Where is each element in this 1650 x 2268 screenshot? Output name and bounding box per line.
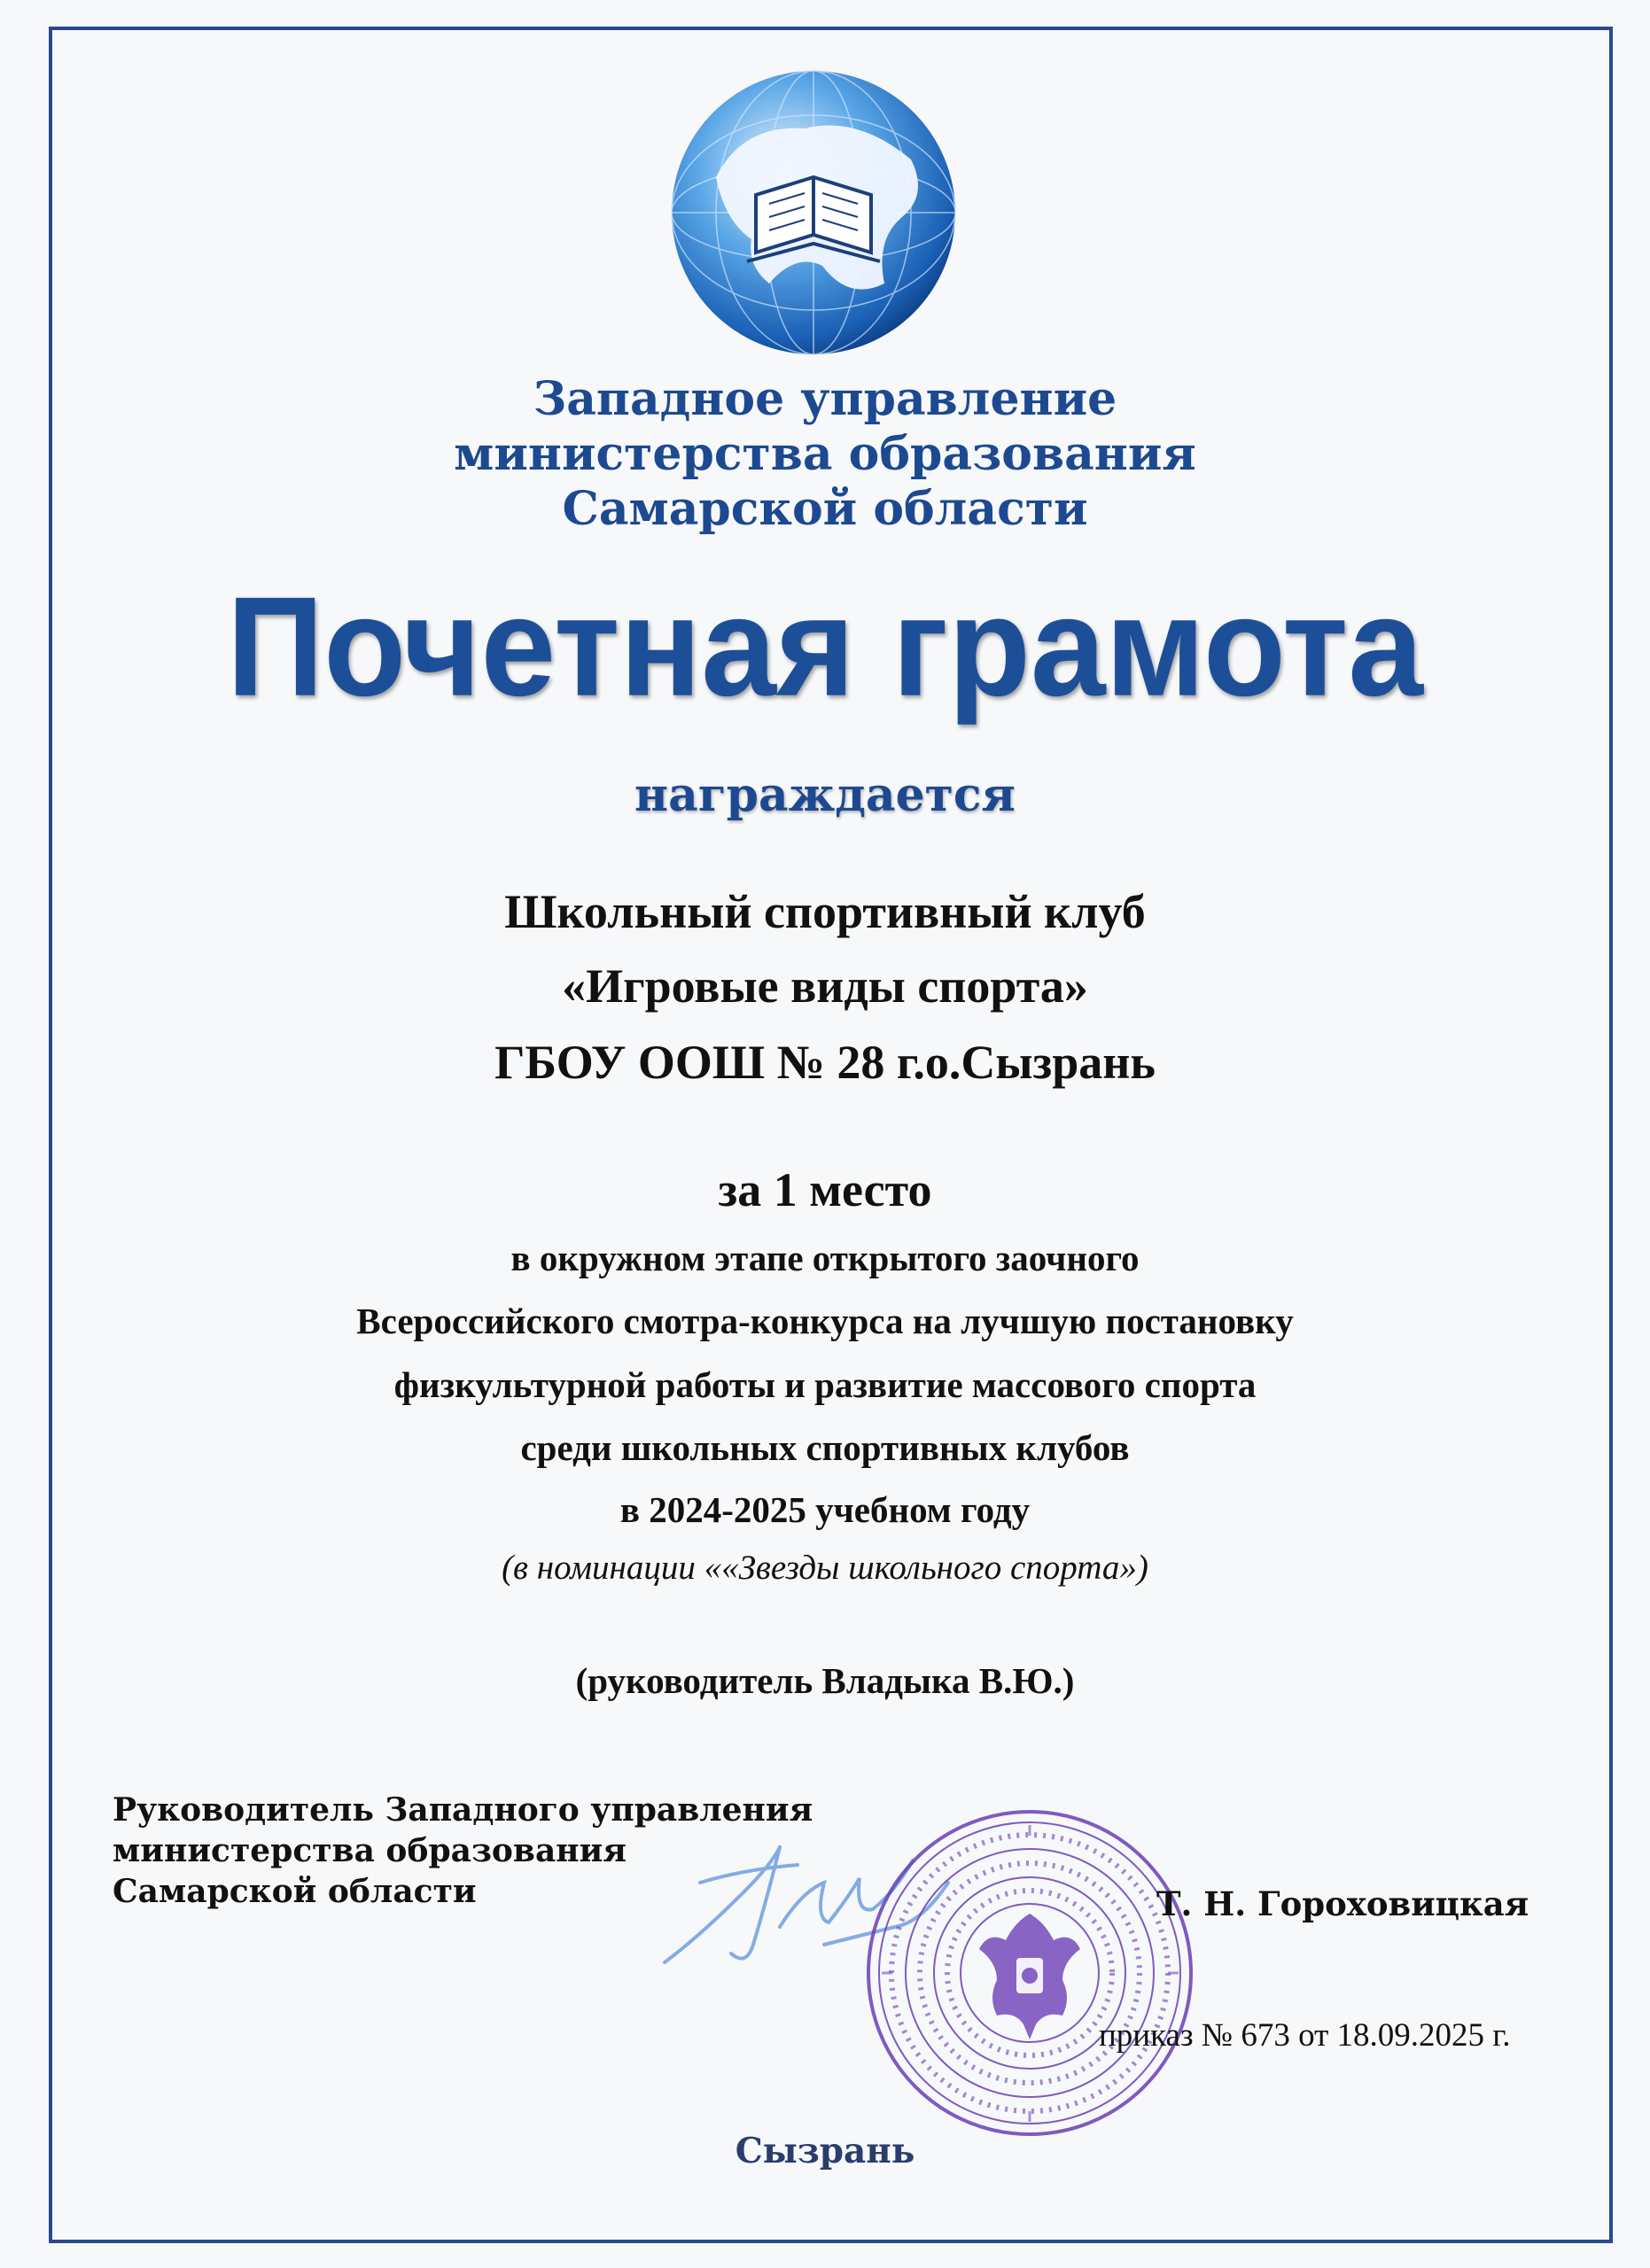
award-place: за 1 место [718,1163,932,1216]
club-leader: (руководитель Владыка В.Ю.) [575,1660,1075,1701]
signer-name: Т. Н. Гороховицкая [1156,1884,1529,1923]
signer-line-1: Руководитель Западного управления [113,1791,813,1829]
official-seal [864,1807,1196,2140]
nomination: (в номинации ««Звезды школьного спорта») [502,1549,1148,1587]
certificate-title: Почетная грамота [227,567,1423,726]
globe-book-emblem [663,62,964,363]
org-line-1: Западное управление [533,372,1117,426]
recipient-line-1: Школьный спортивный клуб [504,885,1146,938]
reason-line-5: в 2024-2025 учебном году [619,1489,1031,1530]
signer-line-3: Самарской области [113,1873,477,1910]
awarded-label: награждается [634,768,1016,822]
recipient-line-3: ГБОУ ООШ № 28 г.о.Сызрань [494,1036,1156,1089]
reason-line-1: в окружном этапе открытого заочного [510,1238,1140,1278]
reason-line-4: среди школьных спортивных клубов [520,1427,1130,1468]
reason-line-2: Всероссийского смотра-конкурса на лучшую постановку [356,1301,1294,1341]
signer-line-2: министерства образования [113,1832,627,1869]
recipient-line-2: «Игровые виды спорта» [562,959,1088,1013]
org-line-2: министерства образования [454,427,1196,481]
city-name: Сызрань [735,2131,915,2171]
order-reference: приказ № 673 от 18.09.2025 г. [1099,2017,1511,2054]
org-line-3: Самарской области [562,482,1088,536]
reason-line-3: физкультурной работы и развитие массового спорта [393,1364,1257,1405]
